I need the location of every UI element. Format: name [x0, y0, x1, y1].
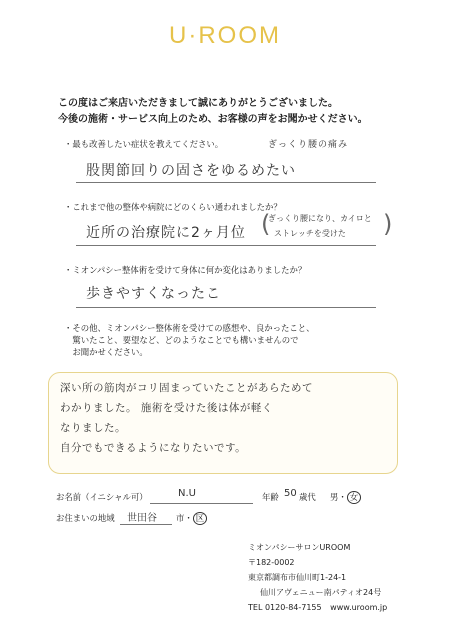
gender-female-selected: 女: [347, 491, 361, 504]
address-ward-selected: 区: [193, 512, 207, 525]
age-suffix: 歳代: [299, 492, 316, 502]
name-value: N.U: [178, 488, 196, 499]
question-2-label: ・これまで他の整体や病院にどのくらい通われましたか？: [64, 202, 282, 212]
age-value: 50: [284, 488, 297, 499]
comment-line: わかりました。 施術を受けた後は体が軽く: [60, 402, 273, 414]
question-1-answer: 股関節回りの固さをゆるめたい: [86, 163, 296, 179]
company-info: [248, 540, 438, 615]
company-url[interactable]: www.uroom.jp: [330, 603, 388, 612]
question-2-answer: 近所の治療院に2ヶ月位: [86, 225, 246, 241]
note-close-paren: ): [383, 210, 393, 238]
company-contact: [248, 600, 438, 615]
note-open-paren: (: [261, 210, 271, 238]
question-1-answer-line: [76, 182, 376, 183]
question-4-label-line-2: 驚いたこと、要望など、どのようなことでも構いませんので: [64, 335, 299, 345]
intro-text: [58, 96, 398, 128]
question-4-label-line-3: お聞かせください。: [64, 347, 148, 357]
company-tel: TEL 0120-84-7155: [248, 603, 322, 612]
address-label: お住まいの地域: [56, 513, 115, 523]
address-type: [176, 512, 207, 525]
address-value: 世田谷: [127, 513, 157, 524]
company-name: ミオンパシーサロンUROOM: [248, 543, 351, 552]
gender-separator: ・: [338, 492, 347, 502]
question-2-answer-line: [76, 245, 376, 246]
company-postal: 〒182-0002: [248, 558, 295, 567]
comment-answer: [60, 378, 390, 458]
company-address-2: 仙川アヴェニュー南パティオ24号: [260, 588, 382, 597]
gender-options: [330, 491, 361, 504]
question-4-label-line-1: ・その他、ミオンパシー整体術を受けての感想や、良かったこと、: [64, 323, 315, 333]
address-separator: ・: [184, 513, 193, 523]
age-label: 年齢: [262, 492, 279, 502]
gender-male: 男: [330, 492, 339, 502]
name-label: お名前（イニシャル可）: [56, 492, 148, 502]
question-1-side-answer: ぎっくり腰の痛み: [268, 140, 349, 150]
brand-logo: U·ROOM: [169, 22, 281, 49]
question-1-label: ・最も改善したい症状を教えてください。: [64, 139, 224, 149]
comment-line: 深い所の筋肉がコリ固まっていたことがあらためて: [60, 382, 313, 394]
question-3-answer-line: [76, 307, 376, 308]
question-3-answer: 歩きやすくなったこ: [86, 286, 221, 302]
comment-line: なりました。: [60, 422, 126, 434]
intro-line-1: この度はご来店いただきまして誠にありがとうございました。: [58, 98, 338, 109]
address-city: 市: [176, 513, 185, 523]
question-2-note-line-2: ストレッチを受けた: [274, 229, 346, 238]
name-underline: [150, 503, 253, 504]
intro-line-2: 今後の施術・サービス向上のため、お客様の声をお聞かせください。: [58, 114, 368, 125]
address-underline: [120, 524, 172, 525]
question-4-label: [64, 322, 315, 358]
company-address-1: 東京都調布市仙川町1-24-1: [248, 573, 347, 582]
comment-line: 自分でもできるようになりたいです。: [60, 442, 247, 454]
question-3-label: ・ミオンパシー整体術を受けて身体に何か変化はありましたか？: [64, 265, 307, 275]
question-2-note-line-1: ぎっくり腰になり、カイロと: [268, 214, 372, 223]
